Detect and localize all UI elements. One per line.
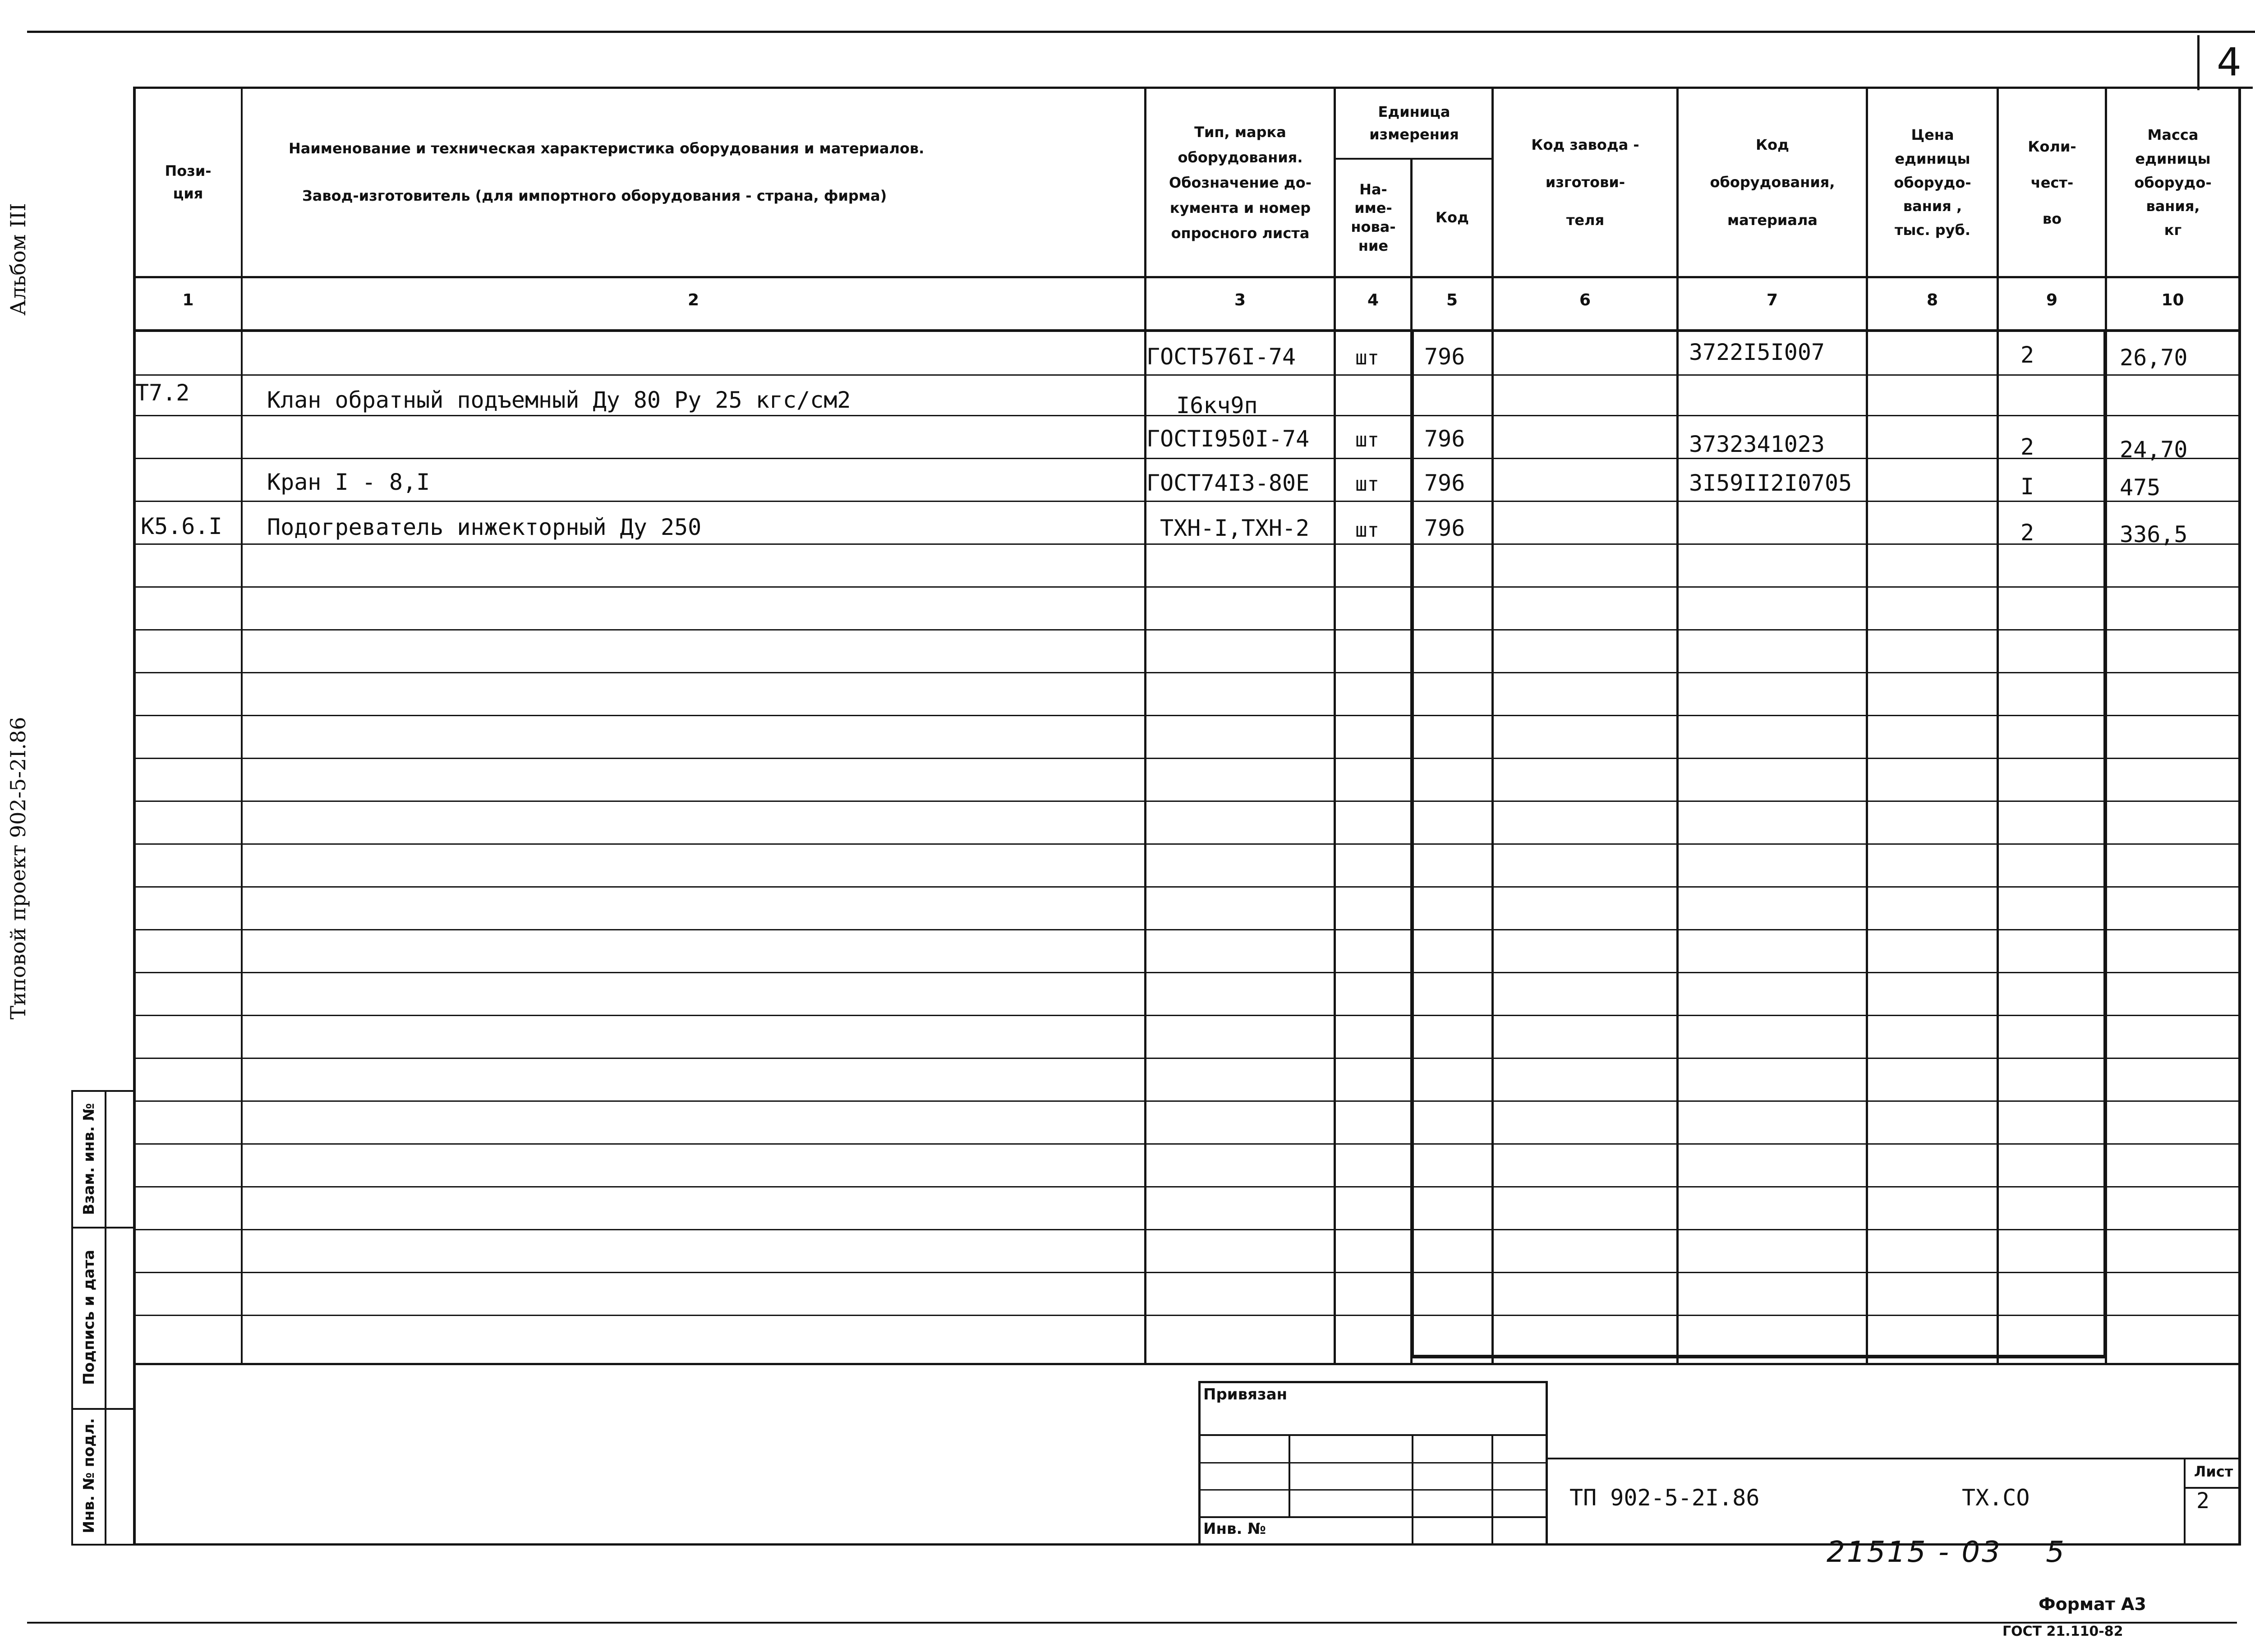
header-equipment-code (1679, 90, 1866, 275)
header-name-line1: Наименование и техническая характеристика оборудования и материалов. (289, 140, 925, 157)
header-type (1148, 90, 1333, 275)
row-code: 796 (1424, 426, 1465, 452)
col-number-2: 2 (687, 291, 700, 309)
stamp-doc-code: ТП 902-5-2I.86 (1569, 1485, 1760, 1511)
header-factory-code (1494, 90, 1676, 275)
stamp-inv-no: Инв. № (1203, 1520, 1266, 1538)
header-name-line2: Завод-изготовитель (для импортного оборудования - страна, фирма) (302, 187, 887, 204)
row-equipment-code: 3I59II2I0705 (1689, 470, 1852, 496)
row-doc: ГОСТI950I-74 (1146, 426, 1310, 452)
row-unit: шт (1355, 473, 1379, 496)
col-number-1: 1 (182, 291, 194, 309)
col-number-10: 10 (2161, 291, 2184, 309)
header-quantity (1999, 90, 2105, 275)
row-equipment-code: 3732341023 (1689, 431, 1825, 457)
header-equipment-code-text: Код оборудования, материала (1710, 136, 1835, 229)
stamp-sheet-code: ТХ.СО (1962, 1485, 2030, 1511)
header-unit-code (1413, 161, 1491, 275)
header-type-text: Тип, марка оборудования. Обозначение до- кумента и номер опросного листа (1169, 124, 1312, 242)
header-mass-text: Масса единицы оборудо- вания, кг (2134, 126, 2212, 239)
row-qty: 2 (2020, 342, 2034, 368)
col-number-8: 8 (1926, 291, 1938, 309)
row-name: Клан обратный подъемный Ду 80 Ру 25 кгс/см2 (267, 387, 851, 413)
row-unit: шт (1355, 346, 1379, 369)
row-name: Кран I - 8,I (267, 469, 430, 495)
col-number-3: 3 (1234, 291, 1246, 309)
col-number-6: 6 (1579, 291, 1591, 309)
row-mass: 475 (2120, 474, 2161, 501)
format-label: Формат А3 (2039, 1594, 2146, 1614)
row-qty: I (2020, 474, 2034, 500)
header-quantity-text: Коли- чест- во (2028, 138, 2076, 227)
header-unit-name-text: На- име- нова- ние (1351, 180, 1396, 254)
row-position: Т7.2 (135, 380, 190, 406)
header-price-text: Цена единицы оборудо- вания , тыс. руб. (1894, 126, 1971, 239)
row-name: Подогреватель инжекторный Ду 250 (267, 514, 702, 540)
row-unit: шт (1355, 428, 1379, 451)
gost-label: ГОСТ 21.110-82 (2002, 1624, 2123, 1639)
page-number: 4 (2217, 40, 2241, 85)
stamp-podpis-data: Подпись и дата (79, 1250, 97, 1385)
row-qty: 2 (2020, 520, 2034, 546)
row-code: 796 (1424, 344, 1465, 370)
row-mass: 26,70 (2120, 345, 2188, 371)
stamp-inv-podl: Инв. № подл. (79, 1418, 97, 1533)
project-label: Типовой проект 902-5-2I.86 (6, 717, 30, 1020)
stamp-archive-number: 21515 - 03 5 (1827, 1536, 2066, 1569)
col-number-7: 7 (1766, 291, 1778, 309)
header-factory-code-text: Код завода - изготови- теля (1531, 136, 1639, 229)
row-position: К5.6.I (141, 513, 222, 539)
header-mass (2108, 90, 2238, 275)
col-number-5: 5 (1446, 291, 1458, 309)
row-doc: ТХН-I,ТХН-2 (1160, 515, 1310, 541)
row-unit: шт (1355, 519, 1379, 542)
header-position-text: Пози- ция (165, 162, 212, 202)
stamp-list-value: 2 (2196, 1488, 2209, 1514)
row-qty: 2 (2020, 434, 2034, 460)
header-unit-group (1336, 90, 1492, 157)
col-number-9: 9 (2046, 291, 2058, 309)
row-code: 796 (1424, 470, 1465, 496)
album-label: Альбом III (6, 203, 30, 316)
row-mass: 24,70 (2120, 437, 2188, 463)
header-unit-code-text: Код (1436, 209, 1469, 226)
row-doc: ГОСТ74I3-80Е (1146, 470, 1310, 496)
row-doc: I6кч9п (1176, 392, 1258, 419)
header-price (1868, 90, 1997, 275)
row-doc: ГОСТ576I-74 (1146, 344, 1296, 370)
header-name (244, 90, 1143, 275)
header-unit-group-text: Единица измерения (1369, 103, 1459, 143)
header-position (135, 90, 241, 275)
row-code: 796 (1424, 515, 1465, 541)
stamp-vzam-inv: Взам. инв. № (79, 1103, 97, 1215)
header-unit-name (1336, 161, 1410, 275)
col-number-4: 4 (1367, 291, 1379, 309)
stamp-list-label: Лист (2194, 1463, 2233, 1480)
row-equipment-code: 3722I5I007 (1689, 339, 1825, 365)
row-mass: 336,5 (2120, 521, 2188, 548)
stamp-privyazan: Привязан (1203, 1385, 1288, 1404)
